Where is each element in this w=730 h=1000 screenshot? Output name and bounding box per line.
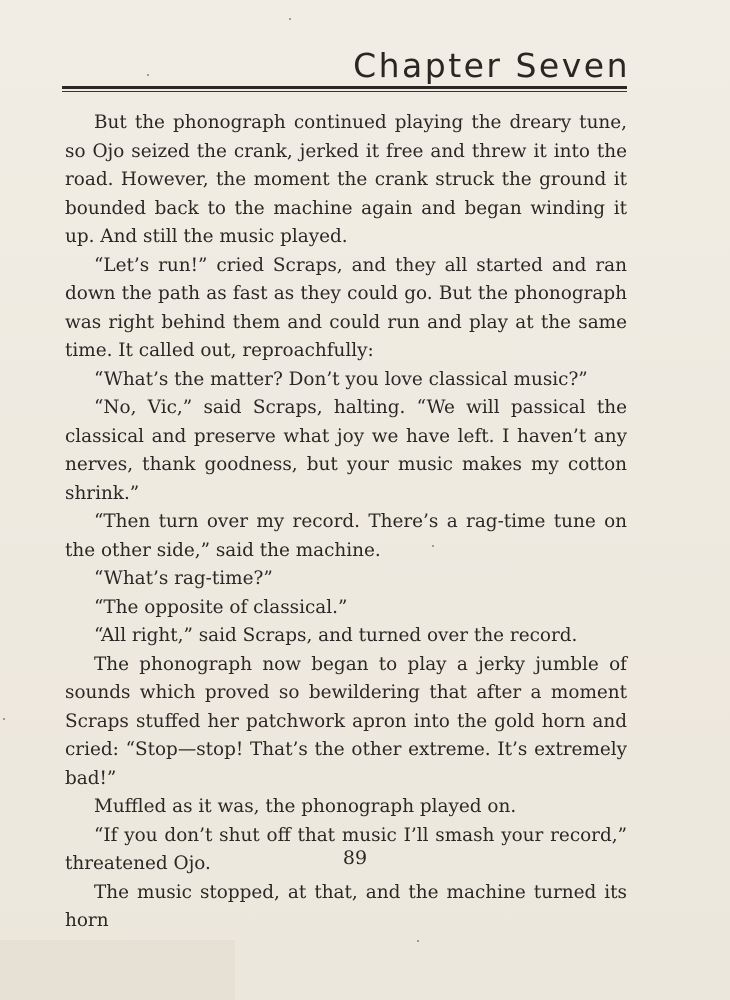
paper-speck	[147, 74, 149, 76]
paragraph: “What’s rag-time?”	[94, 568, 273, 589]
body-text	[65, 109, 627, 936]
header-rule-thick	[62, 86, 627, 89]
paragraph: “Then turn over my record. There’s a rag-time tune on the other side,” said the machine.	[65, 511, 627, 561]
paragraph: “If you don’t shut off that music I’ll smash your record,” threatened Ojo.	[65, 824, 627, 874]
paragraph: “What’s the matter? Don’t you love classical music?”	[94, 368, 588, 390]
paper-speck	[289, 18, 291, 20]
paper-speck	[432, 545, 434, 547]
paragraph: “The opposite of classical.”	[94, 596, 348, 618]
paragraph: But the phonograph continued playing the dreary tune, so Ojo seized the crank, jerked it free and threw it into the road. However, the moment the crank struck the ground it bounded back to the machine again and began winding it up. And still the music played.	[65, 112, 627, 247]
paper-speck	[3, 718, 5, 720]
page-stain	[0, 940, 235, 1000]
paper-speck	[417, 940, 419, 942]
header-rule-thin	[62, 91, 627, 92]
paragraph: “No, Vic,” said Scraps, halting. “We will passical the classical and preserve what joy we have left. I haven’t any nerves, thank goodness, but your music makes my cotton shrink.”	[65, 397, 627, 504]
paragraph: The phonograph now began to play a jerky jumble of sounds which proved so bewildering that after a moment Scraps stuffed her patchwork apron into the gold horn and cried: “Stop—stop! That’s the other extreme. It’s extremely bad!”	[65, 653, 627, 789]
paragraph: Muffled as it was, the phonograph played on.	[94, 796, 517, 817]
paragraph: “Let’s run!” cried Scraps, and they all started and ran down the path as fast as they could go. But the phonograph was right behind them and could run and play at the same time. It called out, reproachfully:	[65, 254, 627, 361]
page-number: 89	[342, 847, 368, 869]
paragraph: The music stopped, at that, and the machine turned its horn	[65, 881, 627, 931]
chapter-title: Chapter Seven	[353, 46, 630, 85]
paragraph: “All right,” said Scraps, and turned over the record.	[94, 625, 578, 646]
